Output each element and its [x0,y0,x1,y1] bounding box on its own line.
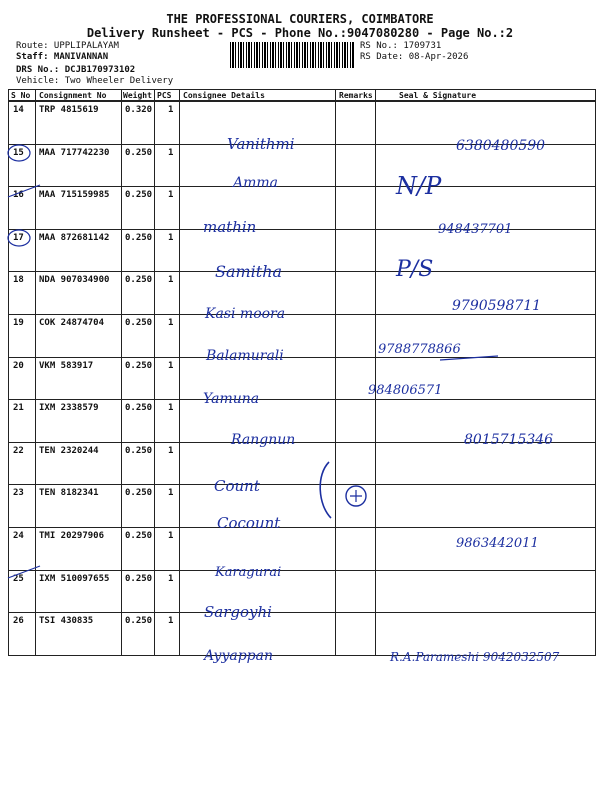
rs-date: RS Date: 08-Apr-2026 [360,52,469,62]
row-sno: 25 [13,573,24,584]
consignee-handwriting: Samitha [215,262,283,281]
row-wt: 0.250 [125,531,153,541]
row-cn: MAA 717742230 [39,147,110,158]
runsheet-subtitle: Delivery Runsheet - PCS - Phone No.:9047080280 - Page No.:2 [86,26,514,40]
row-cn: TRP 4815619 [39,105,99,115]
consignee-handwriting: Sargoyhi [204,603,272,621]
row-pcs: 1 [168,573,174,584]
signature-handwriting: R.A.Parameshi 9042032507 [390,650,560,664]
row-pcs: 1 [168,318,174,328]
consignee-handwriting: Cocount [217,514,281,532]
signature-handwriting: 948437701 [438,222,513,237]
col-pcs: PCS [157,91,172,100]
row-cn: MAA 715159985 [39,190,110,201]
row-wt: 0.250 [125,445,153,456]
row-cn: VKM 583917 [39,360,94,371]
row-sno: 26 [13,616,24,627]
row-pcs: 1 [168,105,174,115]
rs-number: RS No.: 1709731 [360,41,442,51]
row-sno: 23 [13,488,24,499]
row-cn: COK 24874704 [39,318,105,328]
consignee-handwriting: Amma [233,175,279,191]
col-signature: Seal & Signature [399,91,477,100]
signature-handwriting: P/S [396,257,434,282]
row-wt: 0.250 [125,616,153,627]
row-sno: 14 [13,105,24,115]
row-pcs: 1 [168,403,174,414]
row-wt: 0.250 [125,190,153,201]
col-remarks: Remarks [339,91,373,100]
row-wt: 0.250 [125,147,153,158]
drs-number: DRS No.: DCJB170973102 [16,65,136,75]
company-title: THE PROFESSIONAL COURIERS, COIMBATORE [166,12,434,26]
signature-handwriting: 8015715346 [464,432,554,448]
signature-handwriting: 9790598711 [452,298,542,314]
row-wt: 0.250 [125,360,153,371]
consignee-handwriting: mathin [203,218,257,236]
row-sno: 22 [13,445,24,456]
consignee-handwriting: Count [214,477,260,495]
row-cn: NDA 907034900 [39,275,110,286]
row-sno: 24 [13,531,24,541]
consignee-handwriting: Rangnun [231,432,296,448]
signature-handwriting: 6380480590 [456,138,546,154]
row-cn: TEN 2320244 [39,445,99,456]
consignee-handwriting: Ayyappan [204,648,273,664]
row-pcs: 1 [168,445,174,456]
row-pcs: 1 [168,147,174,158]
row-wt: 0.320 [125,105,153,115]
consignee-handwriting: Karagurai [215,565,282,580]
row-wt: 0.250 [125,232,153,243]
row-pcs: 1 [168,531,174,541]
row-wt: 0.250 [125,573,153,584]
row-cn: TMI 20297906 [39,531,105,541]
col-consignee: Consignee Details [183,91,265,100]
signature-handwriting: 9863442011 [456,536,539,551]
row-sno: 21 [13,403,24,414]
row-pcs: 1 [168,190,174,201]
consignee-handwriting: Balamurali [206,348,284,364]
row-sno: 18 [13,275,24,286]
staff-label: Staff: MANIVANNAN [16,52,109,62]
row-wt: 0.250 [125,488,153,499]
col-sno: S No [11,91,31,100]
consignee-handwriting: Yamuna [203,391,260,407]
row-pcs: 1 [168,360,174,371]
row-wt: 0.250 [125,275,153,286]
row-pcs: 1 [168,616,174,627]
row-cn: MAA 872681142 [39,232,110,243]
consignee-handwriting: Kasi moora [205,306,286,322]
col-consignment: Consignment No [39,91,107,100]
row-cn: IXM 510097655 [39,573,110,584]
row-sno: 19 [13,318,24,328]
row-cn: TSI 430835 [39,616,94,627]
col-weight: Weight [123,91,152,100]
row-pcs: 1 [168,275,174,286]
signature-handwriting: 984806571 [368,383,443,398]
signature-handwriting: 9788778866 [378,342,461,357]
vehicle-label: Vehicle: Two Wheeler Delivery [16,76,174,86]
consignee-handwriting: Vanithmi [227,135,295,153]
row-sno: 20 [13,360,24,371]
row-cn: TEN 8182341 [39,488,99,499]
row-pcs: 1 [168,232,174,243]
row-wt: 0.250 [125,318,153,328]
row-cn: IXM 2338579 [39,403,99,414]
row-sno: 15 [13,147,24,158]
route-label: Route: UPPLIPALAYAM [16,41,119,51]
row-wt: 0.250 [125,403,153,414]
signature-handwriting: N/P [396,172,442,200]
row-sno: 16 [13,190,24,201]
row-pcs: 1 [168,488,174,499]
row-sno: 17 [13,232,24,243]
